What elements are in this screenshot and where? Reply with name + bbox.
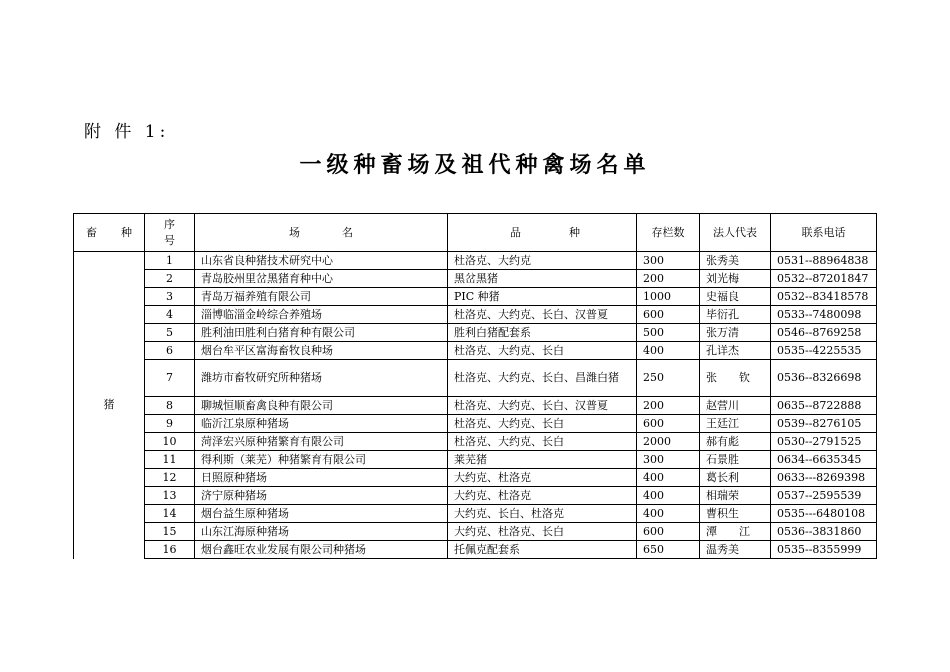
stock-cell: 400: [637, 505, 700, 523]
phone-cell: 0634--6635345: [771, 451, 877, 469]
table-header-row: [74, 214, 877, 252]
table-row: [74, 270, 877, 288]
stock-cell: 400: [637, 487, 700, 505]
header-farm: [195, 214, 448, 252]
header-seq-char1: 序: [164, 217, 175, 231]
representative-cell: 相瑞荣: [700, 487, 771, 505]
farm-name-cell: 胜利油田胜利白猪育种有限公司: [195, 324, 448, 342]
phone-cell: 0633---8269398: [771, 469, 877, 487]
document-title: 一级种畜场及祖代种禽场名单: [299, 153, 651, 178]
breed-group-cell: 猪: [74, 252, 145, 559]
stock-cell: 600: [637, 306, 700, 324]
farm-name-cell: 烟台鑫旺农业发展有限公司种猪场: [195, 541, 448, 559]
representative-cell: 毕衍孔: [700, 306, 771, 324]
table-row: [74, 469, 877, 487]
representative-cell: 曹积生: [700, 505, 771, 523]
variety-cell: 杜洛克、大约克、长白: [448, 415, 637, 433]
farm-name-cell: 菏泽宏兴原种猪繁育有限公司: [195, 433, 448, 451]
table-row: [74, 523, 877, 541]
seq-cell: 14: [145, 505, 195, 523]
seq-cell: 3: [145, 288, 195, 306]
table-row: [74, 360, 877, 397]
farm-name-cell: 淄博临淄金岭综合养殖场: [195, 306, 448, 324]
farm-name-cell: 烟台牟平区富海畜牧良种场: [195, 342, 448, 360]
representative-cell: 葛长利: [700, 469, 771, 487]
variety-cell: 大约克、杜洛克: [448, 469, 637, 487]
stock-cell: 400: [637, 342, 700, 360]
representative-cell: 王廷江: [700, 415, 771, 433]
seq-cell: 13: [145, 487, 195, 505]
phone-cell: 0546--8769258: [771, 324, 877, 342]
farm-name-cell: 济宁原种猪场: [195, 487, 448, 505]
variety-cell: 杜洛克、大约克、长白: [448, 342, 637, 360]
table-row: [74, 288, 877, 306]
stock-cell: 600: [637, 415, 700, 433]
seq-cell: 2: [145, 270, 195, 288]
phone-cell: 0537--2595539: [771, 487, 877, 505]
seq-cell: 6: [145, 342, 195, 360]
representative-cell: 张 钦: [700, 360, 771, 397]
representative-cell: 张秀美: [700, 252, 771, 270]
farm-name-cell: 得利斯（莱芜）种猪繁育有限公司: [195, 451, 448, 469]
phone-cell: 0535--8355999: [771, 541, 877, 559]
seq-cell: 1: [145, 252, 195, 270]
table-row: [74, 451, 877, 469]
phone-cell: 0532--83418578: [771, 288, 877, 306]
farm-list-table: [73, 213, 877, 559]
table-row: [74, 342, 877, 360]
seq-cell: 9: [145, 415, 195, 433]
header-breed: [74, 214, 145, 252]
phone-cell: 0635--8722888: [771, 397, 877, 415]
stock-cell: 1000: [637, 288, 700, 306]
farm-name-cell: 青岛万福养殖有限公司: [195, 288, 448, 306]
variety-cell: PIC 种猪: [448, 288, 637, 306]
variety-cell: 杜洛克、大约克、长白: [448, 433, 637, 451]
variety-cell: 大约克、杜洛克、长白: [448, 523, 637, 541]
seq-cell: 5: [145, 324, 195, 342]
header-farm-char2: 名: [342, 225, 353, 239]
phone-cell: 0533--7480098: [771, 306, 877, 324]
seq-cell: 4: [145, 306, 195, 324]
farm-name-cell: 临沂江泉原种猪场: [195, 415, 448, 433]
stock-cell: 200: [637, 397, 700, 415]
phone-cell: 0532--87201847: [771, 270, 877, 288]
farm-name-cell: 日照原种猪场: [195, 469, 448, 487]
representative-cell: 潭 江: [700, 523, 771, 541]
table-row: [74, 541, 877, 559]
farm-name-cell: 青岛胶州里岔黑猪育种中心: [195, 270, 448, 288]
header-seq-char2: 号: [164, 233, 175, 247]
stock-cell: 200: [637, 270, 700, 288]
seq-cell: 12: [145, 469, 195, 487]
table-row: [74, 397, 877, 415]
phone-cell: 0535--4225535: [771, 342, 877, 360]
seq-cell: 15: [145, 523, 195, 541]
attachment-label: 附 件 1:: [84, 122, 170, 142]
variety-cell: 大约克、杜洛克: [448, 487, 637, 505]
header-variety-char2: 种: [569, 225, 580, 239]
table-row: [74, 415, 877, 433]
representative-cell: 孔详杰: [700, 342, 771, 360]
header-representative: 法人代表: [700, 214, 771, 252]
header-breed-char2: 种: [121, 225, 132, 239]
seq-cell: 8: [145, 397, 195, 415]
farm-name-cell: 聊城恒顺畜禽良种有限公司: [195, 397, 448, 415]
phone-cell: 0536--8326698: [771, 360, 877, 397]
seq-cell: 7: [145, 360, 195, 397]
variety-cell: 胜利白猪配套系: [448, 324, 637, 342]
stock-cell: 300: [637, 252, 700, 270]
table-row: [74, 252, 877, 270]
variety-cell: 杜洛克、大约克、长白、汉普夏: [448, 397, 637, 415]
phone-cell: 0531--88964838: [771, 252, 877, 270]
stock-cell: 600: [637, 523, 700, 541]
representative-cell: 刘光梅: [700, 270, 771, 288]
farm-name-cell: 山东江海原种猪场: [195, 523, 448, 541]
phone-cell: 0530--2791525: [771, 433, 877, 451]
header-variety: [448, 214, 637, 252]
representative-cell: 郝有彪: [700, 433, 771, 451]
table-row: [74, 433, 877, 451]
stock-cell: 300: [637, 451, 700, 469]
seq-cell: 11: [145, 451, 195, 469]
farm-name-cell: 潍坊市畜牧研究所种猪场: [195, 360, 448, 397]
table-row: [74, 505, 877, 523]
seq-cell: 16: [145, 541, 195, 559]
phone-cell: 0535---6480108: [771, 505, 877, 523]
stock-cell: 650: [637, 541, 700, 559]
header-phone: 联系电话: [771, 214, 877, 252]
stock-cell: 500: [637, 324, 700, 342]
farm-name-cell: 烟台益生原种猪场: [195, 505, 448, 523]
stock-cell: 2000: [637, 433, 700, 451]
seq-cell: 10: [145, 433, 195, 451]
phone-cell: 0539--8276105: [771, 415, 877, 433]
representative-cell: 石景胜: [700, 451, 771, 469]
header-variety-char1: 品: [510, 225, 521, 239]
header-stock: 存栏数: [637, 214, 700, 252]
representative-cell: 温秀美: [700, 541, 771, 559]
table-row: [74, 487, 877, 505]
variety-cell: 杜洛克、大约克: [448, 252, 637, 270]
variety-cell: 杜洛克、大约克、长白、昌潍白猪: [448, 360, 637, 397]
header-breed-char1: 畜: [86, 225, 97, 239]
representative-cell: 赵营川: [700, 397, 771, 415]
table-row: [74, 324, 877, 342]
stock-cell: 250: [637, 360, 700, 397]
variety-cell: 莱芜猪: [448, 451, 637, 469]
header-farm-char1: 场: [289, 225, 300, 239]
stock-cell: 400: [637, 469, 700, 487]
table-row: [74, 306, 877, 324]
representative-cell: 张万清: [700, 324, 771, 342]
variety-cell: 杜洛克、大约克、长白、汉普夏: [448, 306, 637, 324]
header-seq: [145, 214, 195, 252]
variety-cell: 托佩克配套系: [448, 541, 637, 559]
farm-name-cell: 山东省良种猪技术研究中心: [195, 252, 448, 270]
variety-cell: 大约克、长白、杜洛克: [448, 505, 637, 523]
representative-cell: 史福良: [700, 288, 771, 306]
variety-cell: 黑岔黑猪: [448, 270, 637, 288]
phone-cell: 0536--3831860: [771, 523, 877, 541]
